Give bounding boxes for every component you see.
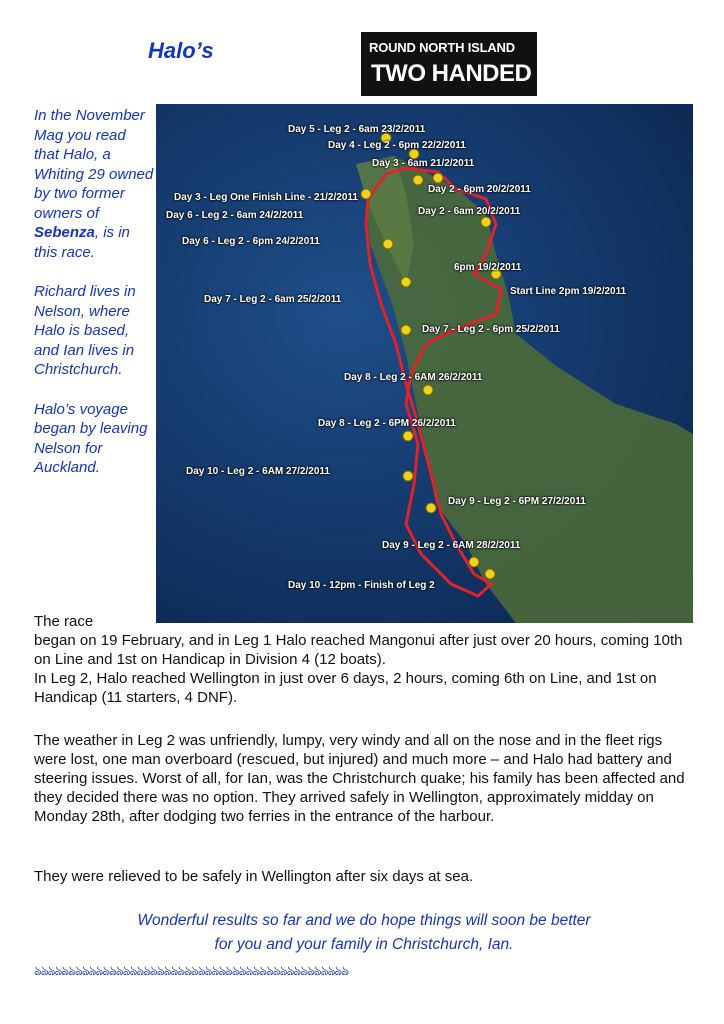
map-label: Day 9 - Leg 2 - 6PM 27/2/2011 <box>448 496 586 507</box>
sidebar-paragraph-2: Richard lives in Nelson, where Halo is based, and Ian lives in Christchurch. <box>34 283 136 378</box>
pin-marker <box>403 431 413 441</box>
race-summary-leg1: began on 19 February, and in Leg 1 Halo reached Mangonui after just over 20 hours, coming 10th on Line and 1st on Handicap in Division 4 (12 boats). <box>34 632 683 668</box>
closing-line-1: Wonderful results so far and we do hope things will soon be better <box>137 912 591 929</box>
map-label: Day 6 - Leg 2 - 6am 24/2/2011 <box>166 210 304 221</box>
race-summary-leg2: In Leg 2, Halo reached Wellington in just over 6 days, 2 hours, coming 6th on Line, and 1st on Handicap (11 starters, 4 DNF). <box>34 670 657 706</box>
pin-marker <box>361 189 371 199</box>
pin-marker <box>423 385 433 395</box>
map-label: Day 7 - Leg 2 - 6pm 25/2/2011 <box>422 324 560 335</box>
logo-line-2: TWO HANDED <box>371 60 532 87</box>
weather-paragraph: The weather in Leg 2 was unfriendly, lumpy, very windy and all on the nose and in the fleet rigs were lost, one man overboard (rescued, but injured) and much more – and Halo had battery and steering issues. Worst of all, for Ian, was the Christchurch quake; his family has been affected and they decided there was no option. They arrived safely in Wellington, approximately midday on Monday 28th, after dodging two ferries in the entrance of the harbour. <box>34 732 685 825</box>
relief-paragraph: They were relieved to be safely in Wellington after six days at sea. <box>34 868 474 885</box>
pin-marker <box>426 503 436 513</box>
route-map <box>156 104 693 623</box>
sidebar-p1-before: In the November Mag you read that Halo, a Whiting 29 owned by two former owners of <box>34 107 154 222</box>
map-label: Day 6 - Leg 2 - 6pm 24/2/2011 <box>182 236 320 247</box>
map-label: Day 3 - Leg One Finish Line - 21/2/2011 <box>174 192 358 203</box>
logo-line-1: ROUND NORTH ISLAND <box>369 40 515 55</box>
map-label: Day 10 - Leg 2 - 6AM 27/2/2011 <box>186 466 330 477</box>
pin-marker <box>481 217 491 227</box>
pin-marker <box>433 173 443 183</box>
pin-marker <box>401 325 411 335</box>
map-label: Day 9 - Leg 2 - 6AM 28/2/2011 <box>382 540 521 551</box>
map-label: Day 10 - 12pm - Finish of Leg 2 <box>288 580 435 591</box>
map-label: Day 3 - 6am 21/2/2011 <box>372 158 475 169</box>
pin-marker <box>469 557 479 567</box>
map-label: Day 5 - Leg 2 - 6am 23/2/2011 <box>288 124 426 135</box>
sidebar-paragraph-1 <box>34 106 154 262</box>
sidebar-paragraph-3: Halo’s voyage began by leaving Nelson for Auckland. <box>34 400 148 476</box>
page-title: Halo’s <box>148 38 214 63</box>
map-label: Day 7 - Leg 2 - 6am 25/2/2011 <box>204 294 342 305</box>
decorative-border: ঌঌঌঌঌঌঌঌঌঌঌঌঌঌঌঌঌঌঌঌঌঌঌঌঌঌঌঌঌঌঌঌঌঌঌঌঌঌঌঌঌঌঌঌঌঌ <box>34 963 349 978</box>
sidebar-intro <box>34 106 154 498</box>
event-logo <box>361 32 537 96</box>
map-label: Day 2 - 6pm 20/2/2011 <box>428 184 531 195</box>
map-label: Day 4 - Leg 2 - 6pm 22/2/2011 <box>328 140 466 151</box>
pin-marker <box>485 569 495 579</box>
pin-marker <box>403 471 413 481</box>
map-label: 6pm 19/2/2011 <box>454 262 522 273</box>
pin-marker <box>401 277 411 287</box>
boat-name-sebenza: Sebenza <box>34 224 95 241</box>
sidebar-p1-after: , is in this race. <box>34 224 130 261</box>
closing-line-2: for you and your family in Christchurch, Ian. <box>214 936 514 953</box>
race-lead: The race <box>34 613 94 630</box>
pin-marker <box>383 239 393 249</box>
map-label: Day 2 - 6am 20/2/2011 <box>418 206 521 217</box>
north-island-landmass <box>366 156 693 623</box>
map-label: Day 8 - Leg 2 - 6PM 26/2/2011 <box>318 418 456 429</box>
pin-marker <box>413 175 423 185</box>
map-label: Day 8 - Leg 2 - 6AM 26/2/2011 <box>344 372 483 383</box>
map-label: Start Line 2pm 19/2/2011 <box>510 286 627 297</box>
